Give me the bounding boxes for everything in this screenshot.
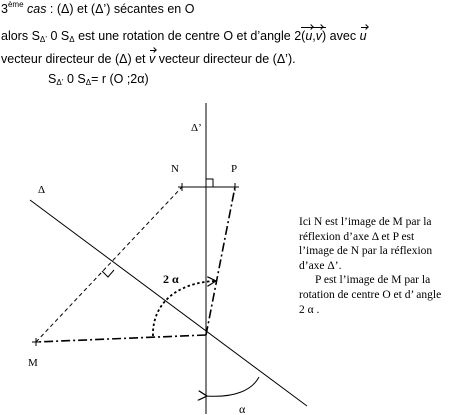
label-delta: Δ: [38, 184, 46, 196]
label-p: P: [231, 163, 238, 175]
line2-sub-delta: Δ: [69, 35, 75, 44]
vector-u: u: [305, 29, 313, 43]
axis-delta: [30, 200, 307, 406]
vector-v: v: [315, 29, 323, 43]
point-p: [231, 183, 239, 191]
line3-rest: vecteur directeur de (Δ’).: [155, 52, 296, 66]
vector-u-2: u: [359, 29, 367, 43]
vector-v-2: v: [149, 52, 156, 66]
paren-close: ): [322, 29, 327, 43]
note-paragraph-2: P est l’image de M par la rotation de centre O et d’ angle 2 α .: [299, 274, 442, 316]
comma: ,: [312, 29, 316, 43]
explanation-note: [299, 215, 449, 317]
label-m: M: [28, 357, 38, 369]
line4-op: 0 S: [63, 72, 86, 86]
line4-rest: = r (O ;2α): [91, 72, 149, 86]
case-number: 3: [1, 2, 8, 16]
line2-sub-delta-prime: Δ’: [39, 35, 48, 44]
line2-mid: est une rotation de centre O et d’angle 2: [74, 29, 302, 43]
right-angle-delta: [102, 270, 114, 277]
right-angle-delta-prime: [206, 179, 213, 187]
paren-open: (: [301, 29, 306, 43]
case-description: : (Δ) et (Δ’) sécantes en O: [46, 2, 195, 16]
label-alpha: α: [239, 402, 246, 415]
segment-o-m: [36, 335, 206, 342]
line2-prefix: alors S: [1, 29, 40, 43]
label-n: N: [171, 163, 179, 175]
arc-alpha: [206, 377, 259, 396]
label-delta-prime: Δ’: [191, 122, 202, 134]
case-number-suffix: ème: [7, 0, 24, 9]
case-word: cas: [27, 2, 47, 16]
note-paragraph-1: Ici N est l’image de M par la réflexion d’axe Δ et P est l’image de N par la réflexion d’axe Δ’.: [299, 216, 433, 272]
segment-o-p: [206, 187, 235, 335]
line4-sub-delta-prime: Δ’: [56, 78, 64, 87]
line4-prefix: S: [48, 72, 57, 86]
line2-avec: avec: [326, 29, 360, 43]
point-n: [178, 183, 186, 191]
line2-op: 0 S: [47, 29, 70, 43]
label-two-alpha: 2 α: [163, 272, 179, 286]
segment-m-n: [36, 187, 182, 342]
line4-sub-delta: Δ: [85, 78, 92, 87]
line3-prefix: vecteur directeur de (Δ) et: [1, 52, 149, 66]
